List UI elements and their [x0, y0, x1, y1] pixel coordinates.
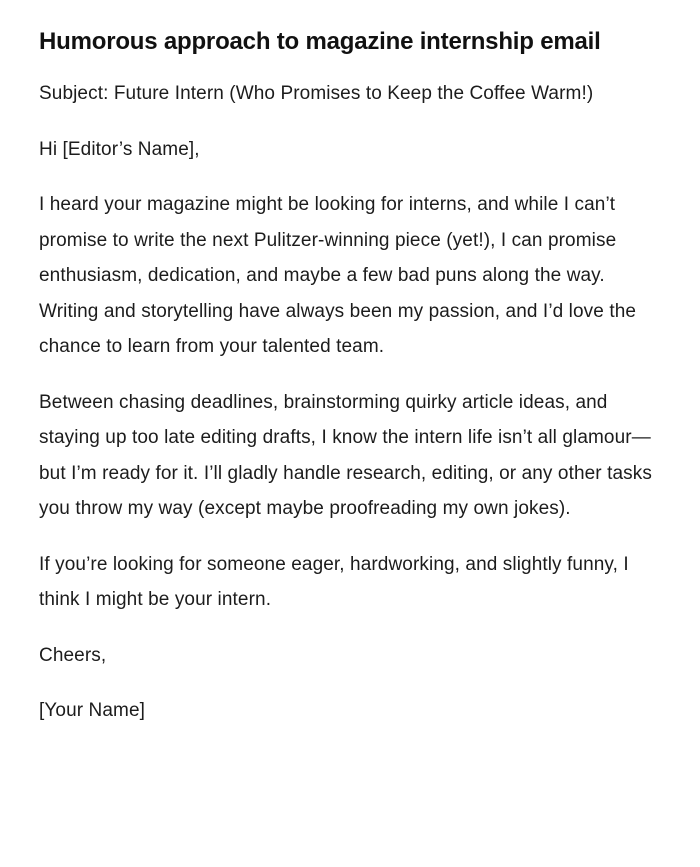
- paragraph: Between chasing deadlines, brainstorming quirky article ideas, and staying up too late editing drafts, I know the intern life isn’t all glamour—but I’m ready for it. I’ll gladly handle research, editing, or any other tasks you throw my way (except maybe proofreading my own jokes).: [39, 391, 652, 519]
- paragraph: If you’re looking for someone eager, hardworking, and slightly funny, I think I might be your intern.: [39, 553, 629, 610]
- paragraph: Cheers,: [39, 644, 107, 666]
- paragraph: Hi [Editor’s Name],: [39, 138, 200, 160]
- email-body: [39, 76, 661, 729]
- paragraph: I heard your magazine might be looking for interns, and while I can’t promise to write the next Pulitzer-winning piece (yet!), I can promise enthusiasm, dedication, and maybe a few bad puns along the way. Writing and storytelling have always been my passion, and I’d love the chance to learn from your talented team.: [39, 194, 637, 357]
- page-title: Humorous approach to magazine internship email: [39, 28, 601, 55]
- paragraph: Subject: Future Intern (Who Promises to Keep the Coffee Warm!): [39, 83, 594, 104]
- paragraph: [Your Name]: [39, 700, 146, 721]
